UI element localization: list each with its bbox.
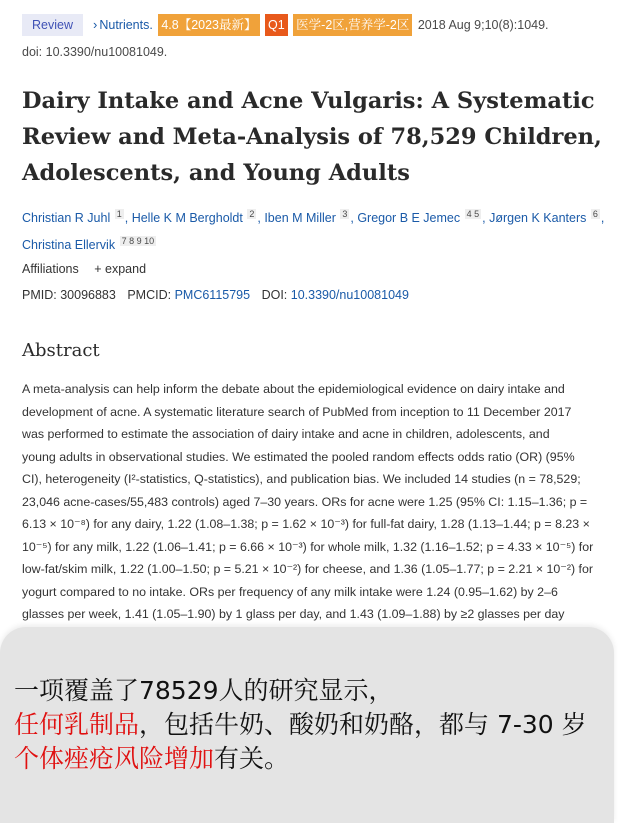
caption-highlight: 个体痤疮风险增加 <box>14 744 215 773</box>
author-link[interactable]: Gregor B E Jemec $^{4 5}$ <box>357 209 480 226</box>
abstract-line: 6.13 × 10⁻⁸) for any dairy, 1.22 (1.08‒1.38; p = 1.62 × 10⁻³) for full-fat dairy, 1.28 (1.13‒1.44; p = 8.23 × <box>22 517 590 531</box>
identifiers-row <box>22 288 409 302</box>
abstract-line: development of acne. A systematic literature search of PubMed from inception to 11 December 2017 <box>22 404 572 419</box>
pmcid-link[interactable]: PMC6115795 <box>174 288 251 302</box>
expand-affiliations-button[interactable]: + expand <box>94 262 147 276</box>
abstract-line: 23,046 acne-cases/55,483 controls) aged 7‒30 years. ORs for acne were 1.25 (95% CI: 1.15‒1.36; p = <box>22 494 588 509</box>
author-link[interactable]: Christian R Juhl $^1$ <box>22 209 122 226</box>
pmid-value: 30096883 <box>60 288 116 302</box>
abstract-line: yogurt compared to no intake. ORs per frequency of any milk intake were 1.24 (0.95‒1.62) by 2‒6 <box>22 584 558 599</box>
caption-highlight: 任何乳制品 <box>14 710 140 739</box>
author-link[interactable]: Helle K M Bergholdt $^2$ <box>131 209 255 226</box>
author-link[interactable]: Iben M Miller $^3$ <box>264 209 348 226</box>
abstract-line: young adults in observational studies. We estimated the pooled random effects odds ratio (OR) (95% <box>22 449 575 464</box>
zone-badge: 医学-2区,营养学-2区 <box>293 14 412 36</box>
author-link[interactable]: Jørgen K Kanters $^6$ <box>489 209 598 226</box>
abstract-text <box>22 378 600 626</box>
abstract-line: 10⁻⁵) for any milk, 1.22 (1.06‒1.41; p = 6.66 × 10⁻³) for whole milk, 1.32 (1.16‒1.52; p = 4.33 × 10⁻⁵) for <box>22 539 594 554</box>
citation-doi: doi: 10.3390/nu10081049. <box>22 45 168 59</box>
author-list: Christian R Juhl $^1$ , Helle K M Bergholdt $^2$ , Iben M Miller $^3$ , Gregor B E Jemec $^{4 5}$ , Jørgen K Kanters $^6$ , Christina Ellervik $^{7 8 9 10}$ <box>22 209 605 253</box>
journal-link[interactable]: Nutrients. <box>99 18 153 32</box>
caption-part: 有关。 <box>214 744 290 773</box>
caption-text <box>14 674 604 776</box>
doi-link[interactable]: 10.3390/nu10081049 <box>290 288 409 302</box>
abstract-line: low-fat/skim milk, 1.22 (1.00‒1.50; p = 5.21 × 10⁻²) for cheese, and 1.36 (1.05‒1.77; p = 2.21 × 10⁻²) for <box>22 562 593 576</box>
abstract-line: CI), heterogeneity (I²-statistics, Q-statistics), and publication bias. We included 14 studies (n = 78,529; <box>22 472 581 486</box>
caption-overlay <box>0 627 614 823</box>
quartile-badge: Q1 <box>265 14 288 36</box>
abstract-line: A meta-analysis can help inform the debate about the epidemiological evidence on dairy intake and <box>22 382 565 396</box>
affiliations-label: Affiliations <box>22 262 79 276</box>
citation-date: 2018 Aug 9;10(8):1049. <box>417 18 549 32</box>
affiliations-row <box>22 262 146 276</box>
abstract-line: was performed to estimate the association of dairy intake and acne in children, adolescents, and <box>22 427 550 441</box>
caption-part: 一项覆盖了78529人的研究显示， <box>14 676 394 705</box>
chevron-right-icon: › <box>93 17 98 32</box>
abstract-line: glasses per week, 1.41 (1.05‒1.90) by 1 glass per day, and 1.43 (1.09‒1.88) by ≥2 glasses per day <box>22 607 565 621</box>
abstract-heading: Abstract <box>22 340 100 361</box>
pmid-label: PMID: <box>22 288 57 302</box>
caption-part: ，包括牛奶、酸奶和奶酪，都与 7-30 岁 <box>139 710 587 739</box>
doi-label: DOI: <box>261 288 288 302</box>
citation-header <box>22 14 612 36</box>
pmcid-label: PMCID: <box>127 288 172 302</box>
article-title: Dairy Intake and Acne Vulgaris: A Systematic Review and Meta-Analysis of 78,529 Children, Adolescents, and Young Adults <box>22 88 602 186</box>
review-badge: Review <box>22 14 83 36</box>
author-link[interactable]: Christina Ellervik $^{7 8 9 10}$ <box>22 236 155 253</box>
impact-factor-badge: 4.8【2023最新】 <box>158 14 259 36</box>
